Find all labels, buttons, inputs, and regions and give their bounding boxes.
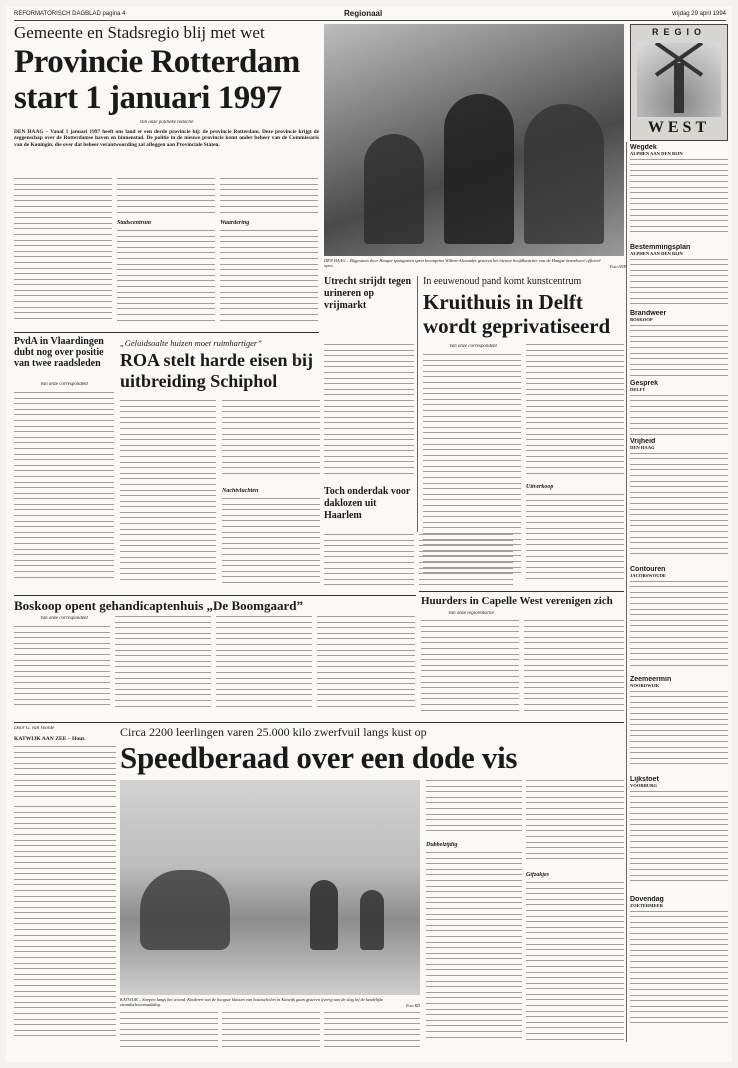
prince-figure: [444, 94, 514, 244]
kruithuis-body-col1: [423, 354, 521, 590]
lead-body-col2a: [117, 178, 215, 218]
section-title: Regionaal: [344, 9, 383, 18]
kruithuis-subhead: Uitverkoop: [526, 484, 554, 490]
speedboat-body-col6a: [526, 780, 624, 870]
sidebar-item-dateline: BOSKOOP: [630, 317, 653, 322]
sidebar-item-body: [630, 395, 728, 435]
boomgaard-body-col4: [317, 616, 415, 718]
sidebar-item-title: Contouren: [630, 566, 666, 573]
speedboat-body-col6b: [526, 882, 624, 1052]
sidebar-item-dateline: ALPHEN AAN DEN RIJN: [630, 251, 683, 256]
sidebar-item-title: Wegdek: [630, 144, 657, 151]
speedboat-kicker: Circa 2200 leerlingen varen 25.000 kilo zwerfvuil langs kust op: [120, 725, 427, 739]
lead-subhead-stadscentrum: Stadscentrum: [117, 220, 152, 226]
sidebar-item-body: [630, 159, 728, 233]
speedboat-body-col5a: [426, 780, 522, 840]
sidebar-item-title: Bestemmingsplan: [630, 244, 691, 251]
sidebar-item-dateline: NOORDWIJK: [630, 683, 660, 688]
newspaper-page: [6, 6, 732, 1062]
speedboat-dateline: KATWIJK AAN ZEE – Hout.: [14, 736, 86, 742]
sidebar-item-body: [630, 581, 728, 666]
daklozen-body-col1: [324, 534, 414, 592]
issue-date: vrijdag 29 april 1994: [671, 11, 726, 17]
sidebar-item-title: Lijkstoet: [630, 776, 659, 783]
running-head: [14, 9, 726, 21]
beach-photo-credit: Foto RD: [406, 1003, 420, 1008]
boomgaard-body-col3: [216, 616, 312, 718]
speedboat-subhead-gifzakjes: Gifzakjes: [526, 872, 549, 878]
kruithuis-body-col2b: [526, 494, 624, 590]
sidebar-item: [630, 676, 728, 776]
windmill-icon: [637, 43, 721, 117]
daklozen-headline: Toch onderdak voor daklozen uit Haarlem: [324, 486, 411, 521]
speedboat-headline: Speedberaad over een dode vis: [120, 740, 518, 775]
boomgaard-headline: Boskoop opent gehandicaptenhuis „De Boomgaard”: [14, 598, 303, 613]
kruithuis-byline: Van onze correspondent: [449, 344, 497, 349]
section-rule: [14, 332, 319, 333]
sidebar-item-body: [630, 325, 728, 376]
speedboat-intro: [14, 746, 116, 802]
sidebar-item-dateline: JACOBSWOUDE: [630, 573, 666, 578]
sidebar-item-title: Vrijheid: [630, 438, 656, 445]
sidebar-item-title: Brandweer: [630, 310, 667, 317]
sidebar-item-body: [630, 791, 728, 882]
huurders-body-col1: [421, 620, 519, 720]
schiphol-body-col2a: [222, 400, 320, 484]
sidebar-item-body: [630, 691, 728, 765]
kruithuis-body-col2a: [526, 344, 624, 482]
beach-cleanup-photo: [120, 780, 420, 995]
huurders-body-col2: [524, 620, 624, 720]
sidebar-item-dateline: DEN HAAG: [630, 445, 655, 450]
sidebar-item: [630, 776, 728, 896]
schiphol-body-col2b: [222, 498, 320, 592]
top-photo-caption: DEN HAAG – Bijgestaan door Haagse spuitgasten speet kroonprins Willem-Alexander gisteren het nieuwe hoofdkwartier van de Haagse brandweer officieel open.: [324, 258, 601, 269]
sidebar-item-title: Zeemeermin: [630, 676, 672, 683]
schiphol-body-col1: [120, 400, 216, 592]
sidebar-divider: [626, 142, 627, 1042]
logo-top-word: REGIO: [651, 27, 706, 37]
boomgaard-body-col1: [14, 626, 110, 718]
sidebar-item-dateline: ZOETERMEER: [630, 903, 663, 908]
official-figure: [524, 104, 604, 244]
column-divider: [417, 276, 418, 532]
schiphol-kicker: „Geluidsoalte huizen moet ruimhartiger”: [120, 338, 262, 348]
sidebar-item-dateline: ALPHEN AAN DEN RIJN: [630, 151, 683, 156]
logo-bottom-word: WEST: [647, 119, 711, 136]
pvda-headline: PvdA in Vlaardingen dubt nog over positie van twee raadsleden: [14, 336, 104, 369]
speedboat-author: Door G. van Voorde: [14, 726, 55, 731]
sidebar-item: [630, 244, 728, 310]
sidebar-item-title: Gesprek: [630, 380, 659, 387]
sidebar-item: [630, 144, 728, 244]
fire-department-photo: [324, 24, 624, 256]
sidebar-item-body: [630, 911, 728, 1024]
speedboat-body-col1: [14, 806, 116, 1051]
kruithuis-kicker: In eeuwenoud pand komt kunstcentrum: [423, 276, 582, 287]
speedboat-body-col3b: [222, 1012, 320, 1052]
sidebar-item-dateline: DELFT: [630, 387, 646, 392]
pvda-byline: Van onze correspondent: [40, 382, 88, 387]
pvda-body: [14, 392, 114, 592]
sidebar-item: [630, 896, 728, 1046]
boomgaard-byline: Van onze correspondent: [40, 616, 88, 621]
top-photo-credit: Foto ANP: [609, 264, 626, 269]
boomgaard-body-col2: [115, 616, 211, 718]
child-figure: [310, 880, 338, 950]
speedboat-subhead-dubbelzijdig: Dubbelzijdig: [426, 842, 458, 848]
lead-body-col1: [14, 178, 112, 328]
beach-photo-caption: KATWIJK – Strepen langs het strand. Kinderen van de hoogste klassen van basisscholen in Katwijk gaan gisteren ijverig aan de slag bij de landelijke strandschoonmaakdag.: [120, 997, 384, 1008]
utrecht-headline: Utrecht strijdt tegen urineren op vrijmarkt: [324, 276, 412, 311]
lead-subhead-waardering: Waardering: [220, 220, 250, 226]
lead-kicker: Gemeente en Stadsregio blij met wet: [14, 23, 265, 42]
sidebar-item: [630, 438, 728, 566]
section-rule: [14, 595, 416, 596]
huurders-headline: Huurders in Capelle West verenigen zich: [421, 595, 613, 607]
lead-body-col2b: [117, 230, 215, 328]
speedboat-body-col4b: [324, 1012, 420, 1052]
speedboat-body-col5b: [426, 852, 522, 1052]
sidebar-item-title: Dovendag: [630, 896, 664, 903]
firefighter-figure: [364, 134, 424, 244]
lead-headline-line2: start 1 januari 1997: [14, 80, 282, 116]
sidebar-item-body: [630, 453, 728, 555]
schiphol-headline: ROA stelt harde eisen bij uitbreiding Schiphol: [120, 350, 313, 391]
windmill-tower: [674, 63, 684, 113]
regio-west-logo: [630, 24, 728, 141]
paper-and-page: REFORMATORISCH DAGBLAD pagina 4: [14, 11, 126, 17]
sidebar-item: [630, 380, 728, 438]
sidebar-item-body: [630, 259, 728, 305]
lead-intro: DEN HAAG – Vanaf 1 januari 1997 heeft ons land er een derde provincie bij: de provincie Rotterdam. Deze provincie krijgt de zeggenschap over de Rotterdamse haven en binnenstad. De politie in de nieuwe provincie komt onder beheer van de Commissaris van de Koningin, die over dat beheer verantwoording zal afleggen aan Provinciale Staten.: [14, 129, 319, 148]
section-rule: [14, 722, 624, 723]
lead-headline-line1: Provincie Rotterdam: [14, 44, 300, 80]
lead-body-col3a: [220, 178, 318, 218]
kruithuis-headline: Kruithuis in Delft wordt geprivatiseerd: [423, 290, 611, 338]
lead-body-col3b: [220, 230, 318, 328]
sidebar-item: [630, 310, 728, 380]
schiphol-subhead: Nachtvluchten: [222, 488, 259, 494]
utrecht-body: [324, 344, 414, 482]
section-rule: [419, 591, 624, 592]
speedboat-body-col2b: [120, 1012, 218, 1052]
child-figure: [360, 890, 384, 950]
sidebar-item: [630, 566, 728, 676]
lead-byline: Van onze politieke redactie: [139, 120, 194, 125]
sidebar-item-dateline: VOORBURG: [630, 783, 657, 788]
regional-news-sidebar: [630, 144, 728, 1054]
children-group-figure: [140, 870, 230, 950]
huurders-byline: Van onze regioredactie: [448, 611, 494, 616]
